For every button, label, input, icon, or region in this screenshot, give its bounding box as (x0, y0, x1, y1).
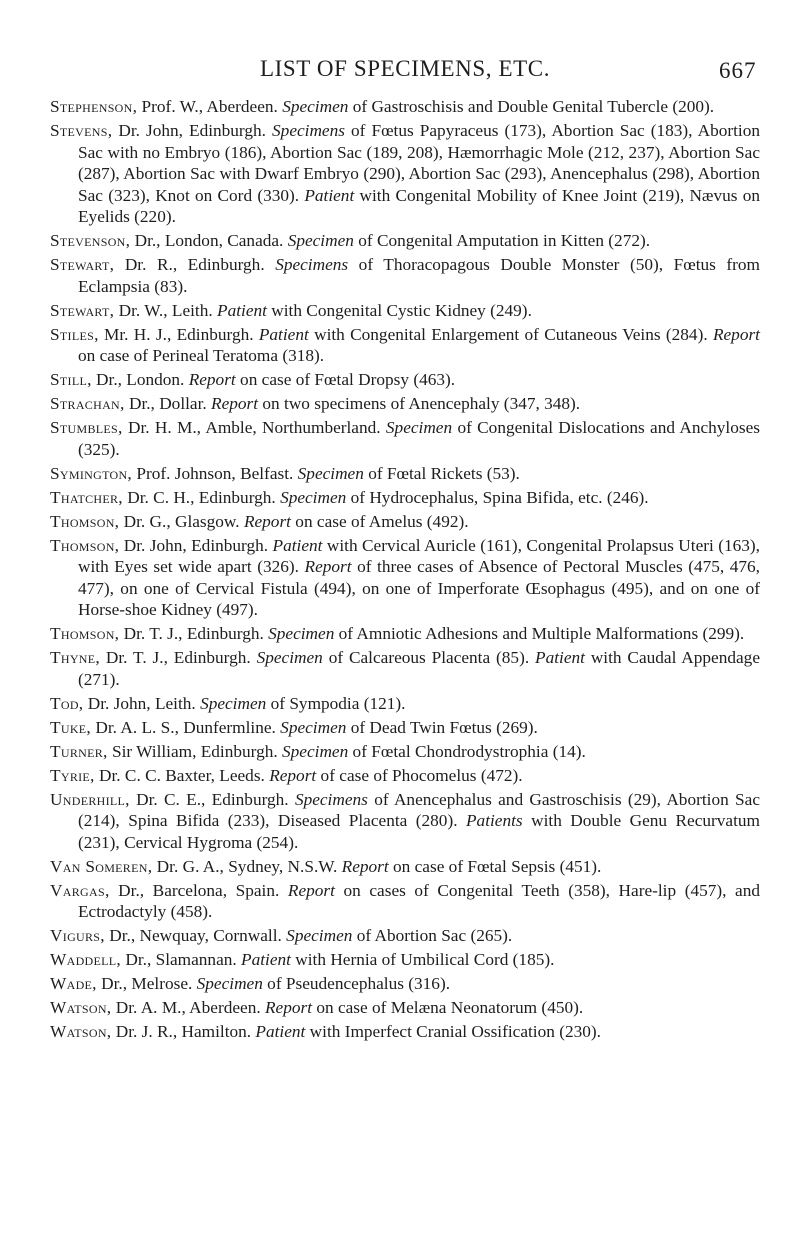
list-item (50, 511, 760, 533)
entry-text: Dr., Dollar. (124, 394, 212, 413)
entry-text: Prof. W., Aberdeen. (137, 97, 283, 116)
contributor-name: Turner, (50, 741, 108, 761)
entry-text: Dr., London, Canada. (130, 231, 288, 250)
entry-type-label: Patient (241, 950, 291, 969)
entry-type-label: Patient (217, 300, 267, 320)
entry-type-label: Specimen (280, 717, 347, 737)
contributor-name: Vigurs, (50, 926, 105, 945)
entry-text: of three cases of Absence of Pectoral Muscles (475, 476, 477), on one of Cervical Fistula (494), on one of Imperforate Œsophagus (495), and on one of Horse-shoe Kidney (497). (78, 557, 760, 619)
contributor-name: Stewart, (50, 255, 115, 274)
list-item (50, 623, 760, 645)
list-item (50, 120, 760, 228)
list-item (50, 417, 760, 460)
list-item (50, 535, 760, 621)
entry-text: on case of Melæna Neonatorum (450). (312, 998, 584, 1017)
entry-type-label: Report (341, 856, 389, 876)
list-item (50, 324, 760, 367)
entry-type-label: Specimen (297, 463, 364, 483)
entry-text: with Caudal Appendage (271). (78, 648, 760, 689)
entry-type-label: Report (287, 880, 335, 900)
contributor-name: Still, (50, 370, 92, 389)
contributor-name: Symington, (50, 463, 133, 483)
entry-text: Dr., Slamannan. (121, 950, 242, 969)
entry-text: of Congenital Amputation in Kitten (272). (353, 231, 651, 250)
entry-text: with Double Genu Recurvatum (231), Cervical Hygroma (254). (78, 811, 760, 852)
contributor-name: Stiles, (50, 324, 99, 344)
contributor-name: Watson, (50, 1022, 112, 1041)
entry-text: of Hydrocephalus, Spina Bifida, etc. (246). (346, 487, 649, 507)
running-title: LIST OF SPECIMENS, ETC. (260, 56, 551, 81)
entry-text: of Anencephalus and Gastroschisis (29), Abortion Sac (214), Spina Bifida (233), Diseased Placenta (280). (78, 789, 760, 830)
entry-type-label: Specimen (200, 693, 267, 713)
contributor-name: Tuke, (50, 717, 92, 737)
entry-type-label: Report (712, 324, 760, 344)
entry-text: of Dead Twin Fœtus (269). (346, 717, 538, 737)
entry-type-label: Specimen (287, 231, 354, 250)
contributor-name: Wade, (50, 974, 97, 993)
list-item (50, 693, 760, 715)
entry-type-label: Specimen (280, 487, 347, 507)
entry-text: Dr., Newquay, Cornwall. (104, 926, 287, 945)
list-item (50, 463, 760, 485)
entry-type-label: Report (188, 370, 236, 389)
contributor-name: Thatcher, (50, 487, 123, 507)
entry-type-label: Report (243, 511, 291, 531)
entry-type-label: Specimen (385, 418, 453, 437)
entry-type-label: Specimen (282, 741, 349, 761)
contributor-name: Stephenson, (50, 97, 138, 116)
list-item (50, 369, 760, 391)
list-item (50, 765, 760, 787)
entry-text: of case of Phocomelus (472). (316, 765, 523, 785)
contributor-name: Stevens, (50, 121, 113, 140)
entry-type-label: Patients (466, 811, 523, 830)
entry-type-label: Patient (535, 648, 585, 667)
entry-text: Sir William, Edinburgh. (107, 741, 283, 761)
entry-text: of Fœtus Papyraceus (173), Abortion Sac (183), Abortion Sac with no Embryo (186), Abortion Sac (189, 208), Hæmorrhagic Mole (212, 237), Abortion Sac (287), Abortion Sac with Dwarf Embryo (290), Abortion Sac (293), Anencephalus (298), Abortion Sac (323), Knot on Cord (330). (78, 121, 760, 205)
entry-text: on case of Fœtal Dropsy (463). (235, 370, 456, 389)
contributor-name: Van Someren, (50, 856, 153, 876)
list-item (50, 230, 760, 252)
list-item (50, 96, 760, 118)
entry-text: Dr. T. J., Edinburgh. (100, 648, 257, 667)
entry-type-label: Specimen (256, 648, 323, 667)
contributor-name: Waddell, (50, 950, 122, 969)
entry-type-label: Report (211, 394, 259, 413)
entry-text: of Congenital Dislocations and Anchyloses (325). (78, 418, 760, 459)
list-item (50, 1021, 760, 1043)
entry-text: Prof. Johnson, Belfast. (132, 463, 298, 483)
list-item (50, 647, 760, 690)
list-item (50, 789, 760, 854)
entry-text: with Congenital Mobility of Knee Joint (219), Nævus on Eyelids (220). (78, 185, 760, 226)
entry-text: Dr. John, Leith. (83, 693, 201, 713)
entry-type-label: Specimen (196, 974, 263, 993)
contributor-name: Stewart, (50, 300, 115, 320)
entry-text: with Congenital Cystic Kidney (249). (266, 300, 532, 320)
entry-text: Dr. A. M., Aberdeen. (111, 998, 265, 1017)
list-item (50, 300, 760, 322)
list-item (50, 925, 760, 947)
entry-text: Dr. G. A., Sydney, N.S.W. (152, 856, 342, 876)
entry-type-label: Specimens (275, 255, 349, 274)
contributor-name: Stumbles, (50, 418, 123, 437)
entry-text: with Congenital Enlargement of Cutaneous Veins (284). (308, 324, 713, 344)
entry-type-label: Report (269, 765, 317, 785)
list-item (50, 717, 760, 739)
entry-text: Dr. J. R., Hamilton. (111, 1022, 256, 1041)
entry-type-label: Specimens (272, 121, 345, 140)
entry-text: Dr. C. E., Edinburgh. (129, 789, 295, 809)
specimen-list (50, 96, 760, 1045)
contributor-name: Tod, (50, 693, 84, 713)
entry-text: Mr. H. J., Edinburgh. (98, 324, 259, 344)
entry-type-label: Patient (255, 1022, 306, 1041)
entry-type-label: Specimens (294, 789, 368, 809)
list-item (50, 741, 760, 763)
entry-type-label: Specimen (268, 624, 335, 643)
entry-text: of Gastroschisis and Double Genital Tubercle (200). (348, 97, 715, 116)
contributor-name: Vargas, (50, 880, 110, 900)
entry-text: on two specimens of Anencephaly (347, 348). (258, 394, 581, 413)
list-item (50, 997, 760, 1019)
entry-text: Dr. John, Edinburgh. (112, 121, 273, 140)
contributor-name: Tyrie, (50, 765, 95, 785)
page-number: 667 (719, 58, 757, 83)
entry-text: of Calcareous Placenta (85). (322, 648, 536, 667)
contributor-name: Thomson, (50, 624, 120, 643)
entry-text: Dr. A. L. S., Dunfermline. (91, 717, 281, 737)
entry-text: of Fœtal Chondrodystrophia (14). (348, 741, 586, 761)
entry-text: Dr. John, Edinburgh. (119, 535, 273, 555)
entry-text: Dr. T. J., Edinburgh. (119, 624, 269, 643)
entry-text: of Amniotic Adhesions and Multiple Malformations (299). (334, 624, 745, 643)
entry-type-label: Patient (272, 535, 323, 555)
entry-text: of Pseudencephalus (316). (262, 974, 451, 993)
contributor-name: Thomson, (50, 535, 120, 555)
entry-text: on cases of Congenital Teeth (358), Hare-lip (457), and Ectrodactyly (458). (78, 880, 760, 921)
entry-type-label: Specimen (282, 97, 349, 116)
entry-text: Dr., Melrose. (96, 974, 197, 993)
contributor-name: Strachan, (50, 394, 125, 413)
entry-text: of Thoracopagous Double Monster (50), Fœtus from Eclampsia (83). (78, 255, 760, 296)
entry-text: with Cervical Auricle (161), Congenital Prolapsus Uteri (163), with Eyes set wide apart (326). (78, 535, 760, 576)
entry-text: Dr. G., Glasgow. (119, 511, 244, 531)
entry-text: Dr. W., Leith. (114, 300, 218, 320)
contributor-name: Watson, (50, 998, 112, 1017)
entry-type-label: Report (304, 557, 352, 576)
entry-text: on case of Perineal Teratoma (318). (78, 346, 325, 365)
list-item (50, 949, 760, 971)
entry-type-label: Patient (258, 324, 309, 344)
page-header (0, 44, 801, 84)
entry-text: Dr., Barcelona, Spain. (109, 880, 288, 900)
entry-text: Dr. H. M., Amble, Northumberland. (122, 418, 386, 437)
list-item (50, 856, 760, 878)
contributor-name: Thyne, (50, 648, 101, 667)
list-item (50, 254, 760, 297)
list-item (50, 393, 760, 415)
entry-text: on case of Amelus (492). (290, 511, 469, 531)
entry-text: with Imperfect Cranial Ossification (230). (305, 1022, 601, 1041)
entry-type-label: Report (265, 998, 313, 1017)
entry-text: with Hernia of Umbilical Cord (185). (290, 950, 555, 969)
entry-type-label: Specimen (286, 926, 353, 945)
entry-text: of Fœtal Rickets (53). (363, 463, 520, 483)
entry-text: of Sympodia (121). (266, 693, 406, 713)
entry-text: Dr. C. C. Baxter, Leeds. (94, 765, 270, 785)
entry-text: Dr. C. H., Edinburgh. (122, 487, 281, 507)
entry-text: Dr., London. (91, 370, 189, 389)
contributor-name: Stevenson, (50, 231, 131, 250)
list-item (50, 880, 760, 923)
entry-text: on case of Fœtal Sepsis (451). (388, 856, 602, 876)
list-item (50, 973, 760, 995)
entry-text: of Abortion Sac (265). (352, 926, 513, 945)
contributor-name: Underhill, (50, 789, 130, 809)
list-item (50, 487, 760, 509)
entry-type-label: Patient (304, 185, 355, 205)
entry-text: Dr. R., Edinburgh. (114, 255, 276, 274)
contributor-name: Thomson, (50, 511, 120, 531)
